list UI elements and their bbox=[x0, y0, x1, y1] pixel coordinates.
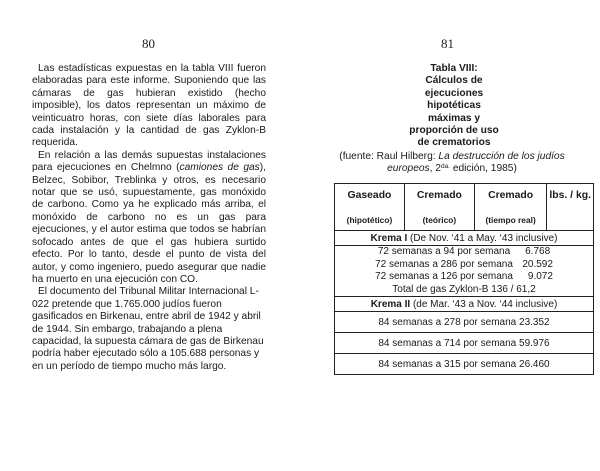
source-book-title: La destrucción de los judíos europeos bbox=[387, 150, 565, 175]
execution-table bbox=[334, 183, 594, 375]
source-sup: da. bbox=[440, 163, 450, 171]
paragraph-2-italic: camiones de gas bbox=[179, 162, 260, 174]
source-prefix: (fuente: Raul Hilberg: bbox=[339, 150, 439, 162]
table-title-line: hipotéticas bbox=[427, 100, 481, 112]
paragraph-2 bbox=[32, 150, 266, 286]
krema-1-name: Krema I bbox=[370, 232, 408, 244]
header-lbs-kg: lbs. / kg. bbox=[547, 184, 594, 231]
krema-2-row bbox=[335, 297, 594, 312]
table-source bbox=[328, 151, 576, 176]
header-gaseado: Gaseado (hipotético) bbox=[335, 184, 405, 231]
calc-line: 72 semanas a 94 por semana 6.768 bbox=[377, 246, 551, 257]
paragraph-2-part-a: En relación a las demás supuestas instalaciones para ejecuciones en Chelmno ( bbox=[32, 149, 266, 174]
right-page-body bbox=[334, 63, 598, 370]
krema-2-calc-row: 84 semanas a 714 por semana 59.976 bbox=[335, 333, 594, 354]
source-suffix: edición, 1985) bbox=[450, 163, 517, 175]
table-title-line: Tabla VIII: bbox=[430, 63, 478, 74]
table-title-line: de crematorios bbox=[417, 137, 491, 149]
table-title-line: proporción de uso bbox=[409, 125, 499, 137]
krema-2-range: (de Mar. ‘43 a Nov. ‘44 inclusive) bbox=[410, 298, 558, 310]
header-cremado-real: Cremado (tiempo real) bbox=[474, 184, 547, 231]
table-title-line: Cálculos de bbox=[425, 75, 483, 87]
right-page-number: 81 bbox=[441, 36, 454, 51]
krema-1-range: (De Nov. ‘41 a May. ‘43 inclusive) bbox=[407, 232, 558, 244]
left-page-number: 80 bbox=[142, 36, 155, 51]
source-mid: , 2 bbox=[429, 163, 441, 175]
krema-1-total: Total de gas Zyklon-B 136 / 61,2 bbox=[392, 283, 536, 295]
krema-1-calculations bbox=[335, 246, 594, 297]
table-title-line: máximas y bbox=[427, 112, 481, 124]
paragraph-3: El documento del Tribunal Militar Internacional L-022 pretende que 1.765.000 judíos fueron gasificados en Birkenau, entre abril de 1942 y abril de 1944. Sin embargo, trabajando a plena capacidad, la supuesta cámara de gas de Birkenau podría haber ejecutado sólo a 105.688 personas y en un período de tiempo mucho más largo. bbox=[32, 286, 264, 372]
krema-2-name: Krema II bbox=[370, 298, 411, 310]
table-title-line: ejecuciones bbox=[424, 87, 484, 99]
paragraph-1: Las estadísticas expuestas en la tabla VIII fueron elaboradas para este informe. Suponiendo que las cámaras de gas hubieran existido (hecho imposible), los datos representan un máximo de veinticuatro horas, con siete días laborales para cada instalación y la cantidad de gas Zyklon-B requerida. bbox=[32, 63, 266, 149]
paragraph-2-part-b: ), Belzec, Sobibor, Treblinka y otros, es necesario notar que se usó, supuestamente, gas monóxido de carbono. Como ya he explicado más arriba, el monóxido de carbono no es un gas para ejecuciones, y el autor estima que todos se habrían sofocado antes de que el gas hubiera surtido efecto. Por lo tanto, desde el punto de vista del autor, y como ingeniero, puedo asegurar que nadie ha muerto en una ejecución con CO. bbox=[32, 162, 266, 285]
calc-line: 72 semanas a 126 por semana 9.072 bbox=[375, 271, 553, 282]
table-header-row bbox=[335, 184, 594, 231]
header-cremado-teorico: Cremado (teórico) bbox=[404, 184, 474, 231]
table-title bbox=[334, 63, 574, 150]
krema-1-row bbox=[335, 231, 594, 246]
left-page-body bbox=[32, 63, 266, 373]
krema-2-calc-row: 84 semanas a 315 por semana 26.460 bbox=[335, 354, 594, 375]
krema-2-calc-row: 84 semanas a 278 por semana 23.352 bbox=[335, 312, 594, 333]
calc-line: 72 semanas a 286 por semana 20.592 bbox=[375, 258, 553, 270]
